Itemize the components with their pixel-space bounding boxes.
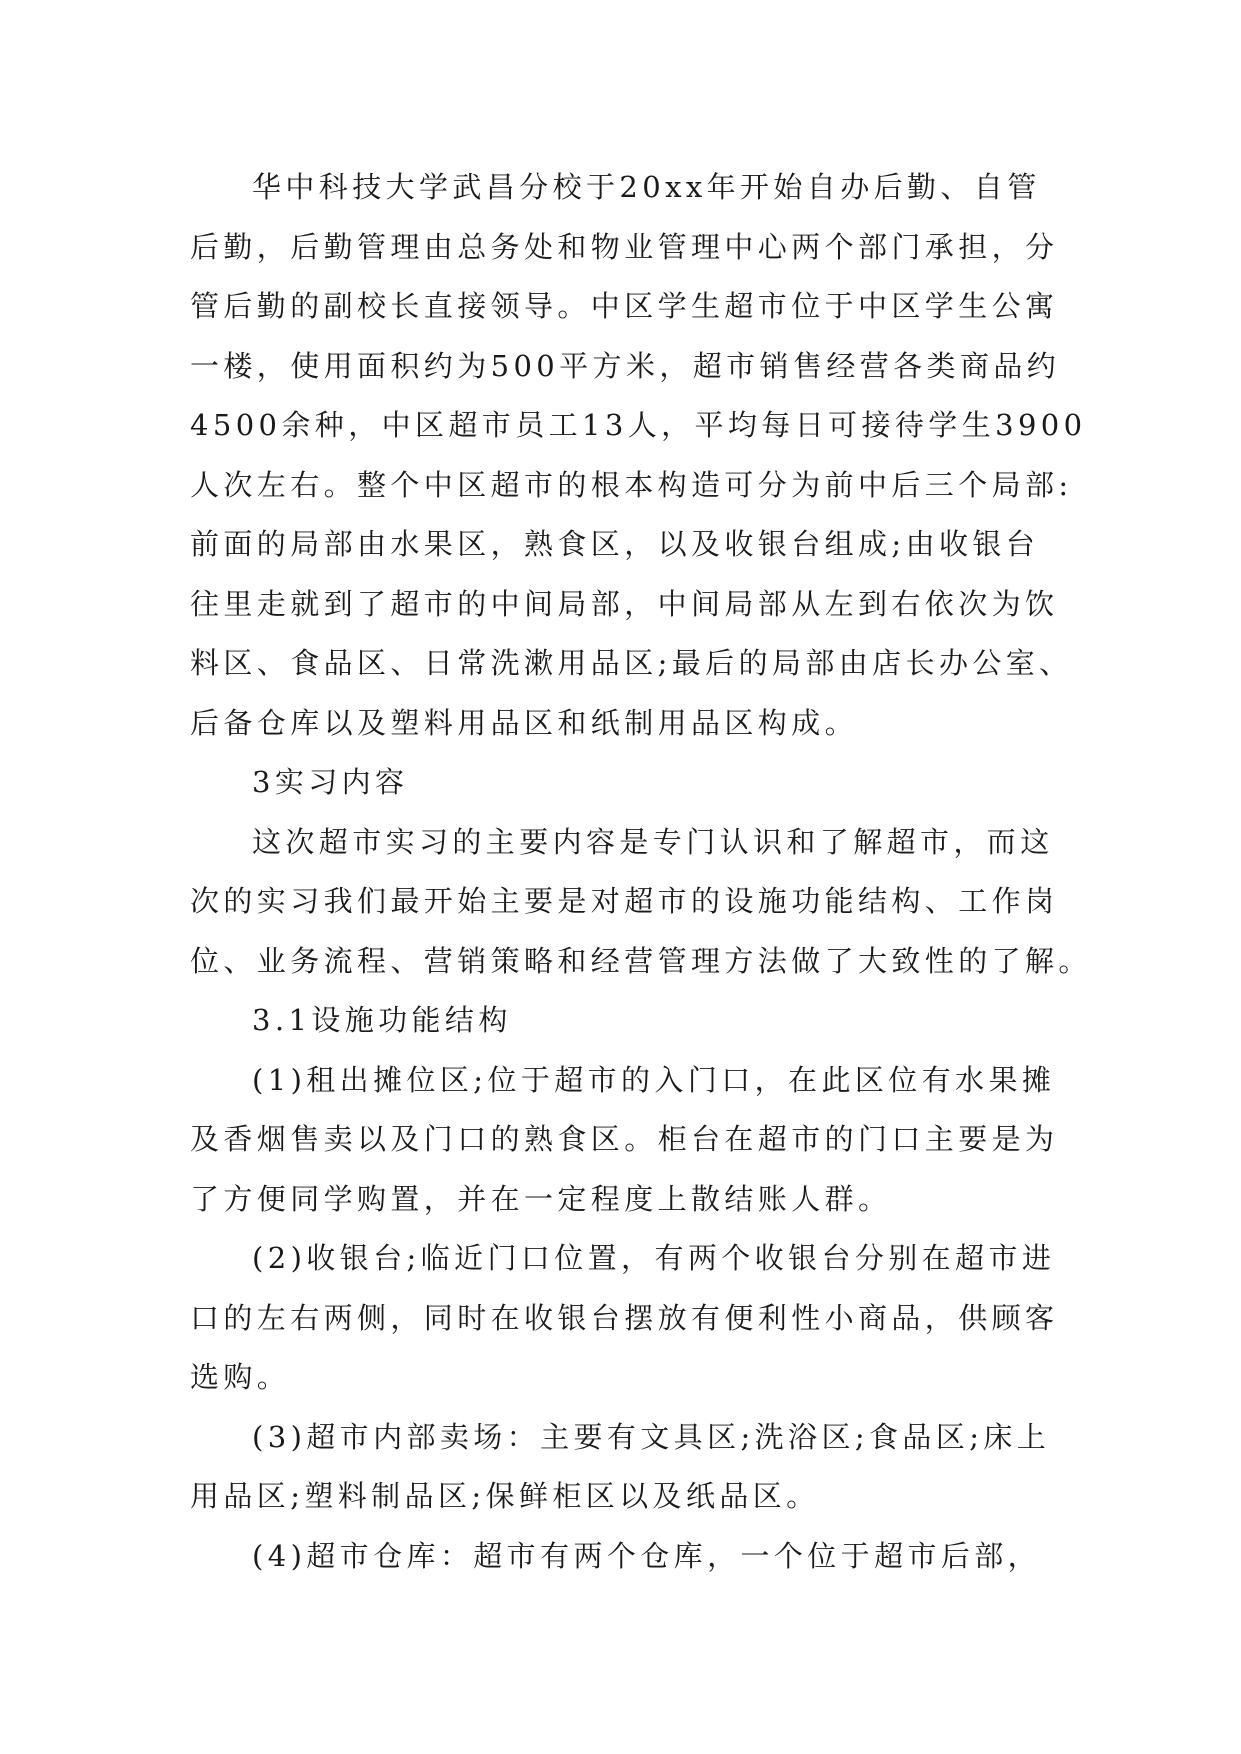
text-line: 位、业务流程、营销策略和经营管理方法做了大致性的了解。 — [190, 943, 1092, 978]
paragraph-item-3 — [190, 1408, 1060, 1527]
text-line: 选购。 — [190, 1360, 291, 1394]
text-line: 口的左右两侧，同时在收银台摆放有便利性小商品，供顾客 — [190, 1300, 1059, 1335]
text-line: 一楼，使用面积约为500平方米，超市销售经营各类商品约 — [190, 348, 1061, 383]
paragraph-item-4 — [190, 1527, 1060, 1587]
text-line: 往里走就到了超市的中间局部，中间局部从左到右依次为饮 — [190, 586, 1059, 621]
text-line: (3)超市内部卖场：主要有文具区;洗浴区;食品区;床上 — [252, 1419, 1051, 1454]
heading-text: 3.1设施功能结构 — [252, 1003, 512, 1037]
paragraph-campus-logistics — [190, 158, 1087, 753]
section-heading-facility-structure — [190, 991, 1060, 1051]
text-line: 人次左右。整个中区超市的根本构造可分为前中后三个局部: — [190, 467, 1073, 502]
text-line: 用品区;塑料制品区;保鲜柜区以及纸品区。 — [190, 1479, 820, 1513]
text-line: 了方便同学购置，并在一定程度上散结账人群。 — [190, 1181, 892, 1216]
text-line: 及香烟售卖以及门口的熟食区。柜台在超市的门口主要是为 — [190, 1122, 1059, 1156]
text-line: 这次超市实习的主要内容是专门认识和了解超市，而这 — [252, 824, 1054, 859]
text-line: (2)收银台;临近门口位置，有两个收银台分别在超市进 — [252, 1241, 1056, 1275]
text-line: (4)超市仓库：超市有两个仓库，一个位于超市后部， — [252, 1538, 1042, 1573]
text-line: (1)租出摊位区;位于超市的入门口，在此区位有水果摊 — [252, 1062, 1056, 1097]
paragraph-item-2 — [190, 1229, 1060, 1408]
text-line: 次的实习我们最开始主要是对超市的设施功能结构、工作岗 — [190, 884, 1059, 918]
heading-text: 3实习内容 — [252, 765, 409, 799]
section-heading-internship-content — [190, 753, 1060, 813]
document-body — [190, 158, 1092, 1586]
text-line: 后勤，后勤管理由总务处和物业管理中心两个部门承担，分 — [190, 229, 1059, 264]
text-line: 前面的局部由水果区，熟食区，以及收银台组成;由收银台 — [190, 527, 1040, 561]
text-line: 4500余种，中区超市员工13人，平均每日可接待学生3900 — [190, 408, 1087, 442]
text-line: 后备仓库以及塑料用品区和纸制用品区构成。 — [190, 705, 859, 740]
paragraph-internship-overview — [190, 813, 1092, 992]
text-line: 管后勤的副校长直接领导。中区学生超市位于中区学生公寓 — [190, 289, 1059, 323]
paragraph-item-1 — [190, 1051, 1060, 1230]
text-line: 料区、食品区、日常洗漱用品区;最后的局部由店长办公室、 — [190, 646, 1073, 680]
text-line: 华中科技大学武昌分校于20xx年开始自办后勤、自管 — [252, 170, 1041, 204]
